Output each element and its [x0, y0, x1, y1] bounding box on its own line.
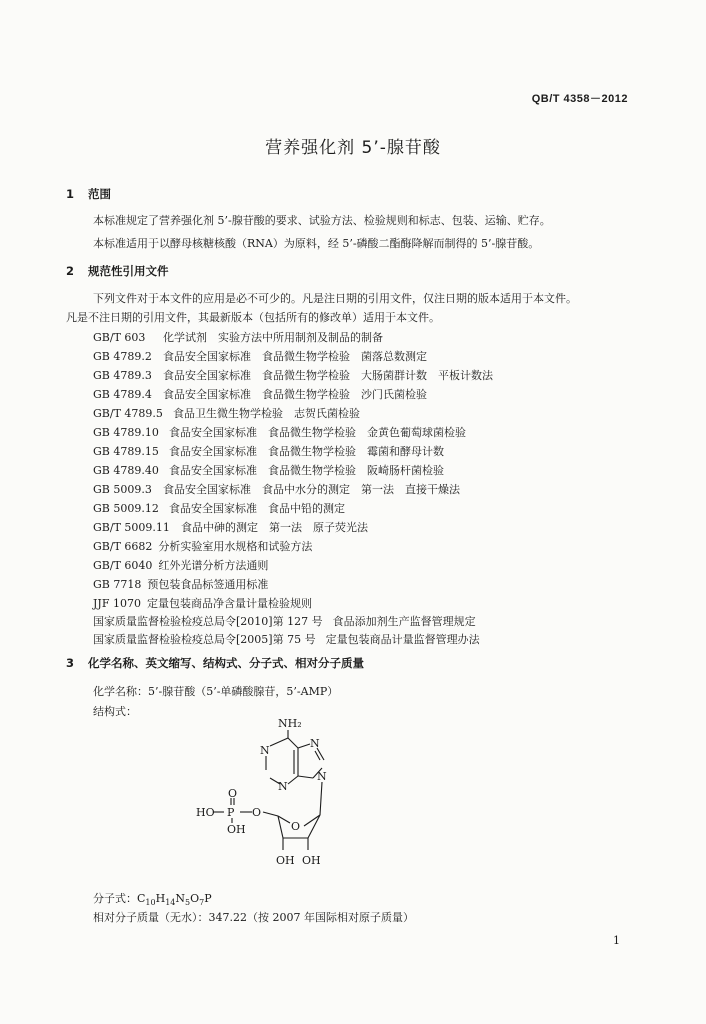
reference-code: 国家质量监督检验检疫总局令[2005]第 75 号 — [93, 633, 316, 646]
reference-title: 食品安全国家标准 食品微生物学检验 金黄色葡萄球菌检验 — [169, 426, 466, 439]
list-item — [93, 556, 493, 575]
list-item — [93, 480, 493, 499]
atom-label: OH — [276, 854, 295, 867]
document-title: 营养强化剂 5’-腺苷酸 — [265, 138, 441, 158]
reference-title: 预包装食品标签通用标准 — [147, 578, 269, 591]
reference-title: 食品添加剂生产监督管理规定 — [332, 615, 476, 628]
list-item — [93, 537, 493, 556]
reference-title: 红外光谱分析方法通则 — [158, 559, 269, 572]
reference-title: 定量包装商品计量监督管理办法 — [325, 633, 480, 646]
list-item — [93, 499, 493, 518]
list-item — [93, 366, 493, 385]
reference-title: 食品卫生微生物学检验 志贺氏菌检验 — [173, 407, 360, 420]
reference-title: 化学试剂 实验方法中所用制剂及制品的制备 — [163, 331, 383, 344]
structural-formula — [188, 710, 368, 870]
molecular-formula: $C_{10}H_{14}N_5O_7P$ — [137, 892, 212, 908]
reference-code: 国家质量监督检验检疫总局令[2010]第 127 号 — [93, 615, 323, 628]
reference-code: GB 4789.15 — [93, 445, 159, 458]
atom-label: N — [317, 770, 327, 783]
reference-code: GB/T 6682 — [93, 540, 153, 553]
atom-label: OH — [302, 854, 321, 867]
reference-title: 食品中砷的测定 第一法 原子荧光法 — [181, 521, 368, 534]
section-1-heading — [66, 186, 111, 202]
chemical-name: 化学名称：5’-腺苷酸（5’-单磷酸腺苷，5’-AMP） — [93, 685, 339, 698]
atom-label: HO — [196, 806, 215, 819]
reference-title: 食品安全国家标准 食品微生物学检验 菌落总数测定 — [163, 350, 427, 363]
atom-label: N — [260, 744, 270, 757]
list-item — [93, 328, 493, 347]
reference-code: GB 4789.40 — [93, 464, 159, 477]
section-3-heading — [66, 655, 364, 671]
atom-label: O — [291, 820, 301, 833]
reference-code: GB/T 4789.5 — [93, 407, 163, 420]
molecule-atoms — [196, 717, 327, 867]
structure-label: 结构式： — [93, 705, 137, 718]
list-item — [93, 404, 493, 423]
list-item — [93, 461, 493, 480]
list-item — [93, 385, 493, 404]
scope-paragraph-1: 本标准规定了营养强化剂 5’-腺苷酸的要求、试验方法、检验规则和标志、包装、运输、贮存。 — [93, 214, 551, 227]
reference-code: GB 4789.4 — [93, 388, 152, 401]
atom-label: NH₂ — [278, 717, 302, 730]
list-item — [93, 631, 493, 649]
atom-label: N — [310, 737, 320, 750]
section-number: 2 — [66, 264, 75, 278]
reference-title: 食品安全国家标准 食品中铅的测定 — [169, 502, 345, 515]
reference-list — [93, 328, 493, 649]
relative-molecular-mass: 相对分子质量（无水）：347.22（按 2007 年国际相对原子质量） — [93, 911, 414, 924]
reference-code: GB/T 603 — [93, 331, 146, 344]
reference-code: GB 4789.10 — [93, 426, 159, 439]
reference-title: 食品安全国家标准 食品微生物学检验 阪崎肠杆菌检验 — [169, 464, 444, 477]
section-number: 3 — [66, 656, 75, 670]
list-item — [93, 442, 493, 461]
standard-code: QB/T 4358－2012 — [531, 93, 628, 105]
reference-title: 分析实验室用水规格和试验方法 — [158, 540, 313, 553]
atom-label: OH — [227, 823, 246, 836]
references-intro-line-1: 下列文件对于本文件的应用是必不可少的。凡是注日期的引用文件，仅注日期的版本适用于本文件。 — [93, 292, 577, 305]
reference-code: GB 5009.12 — [93, 502, 159, 515]
reference-code: GB 7718 — [93, 578, 142, 591]
reference-code: GB 4789.3 — [93, 369, 152, 382]
reference-title: 食品安全国家标准 食品微生物学检验 大肠菌群计数 平板计数法 — [163, 369, 493, 382]
reference-title: 食品安全国家标准 食品微生物学检验 霉菌和酵母计数 — [169, 445, 444, 458]
page-number: 1 — [613, 934, 620, 947]
molecular-formula-line — [93, 890, 212, 907]
atom-label: O — [228, 787, 238, 800]
formula-label: 分子式： — [93, 892, 137, 905]
reference-code: JJF 1070 — [93, 597, 141, 610]
reference-title: 食品安全国家标准 食品中水分的测定 第一法 直接干燥法 — [163, 483, 460, 496]
section-title: 规范性引用文件 — [88, 264, 169, 278]
section-title: 化学名称、英文缩写、结构式、分子式、相对分子质量 — [88, 656, 364, 670]
atom-label: P — [227, 806, 235, 819]
reference-title: 食品安全国家标准 食品微生物学检验 沙门氏菌检验 — [163, 388, 427, 401]
list-item — [93, 347, 493, 366]
reference-code: GB 5009.3 — [93, 483, 152, 496]
atom-label: N — [278, 780, 288, 793]
section-title: 范围 — [88, 187, 111, 201]
reference-code: GB 4789.2 — [93, 350, 152, 363]
list-item — [93, 613, 493, 631]
list-item — [93, 423, 493, 442]
reference-code: GB/T 6040 — [93, 559, 153, 572]
atom-label: O — [252, 806, 262, 819]
list-item — [93, 594, 493, 613]
list-item — [93, 575, 493, 594]
scope-paragraph-2: 本标准适用于以酵母核糖核酸（RNA）为原料，经 5’-磷酸二酯酶降解而制得的 5’-腺苷酸。 — [93, 237, 540, 250]
references-intro-line-2: 凡是不注日期的引用文件，其最新版本（包括所有的修改单）适用于本文件。 — [66, 311, 440, 324]
section-number: 1 — [66, 187, 75, 201]
reference-code: GB/T 5009.11 — [93, 521, 170, 534]
section-2-heading — [66, 263, 169, 279]
list-item — [93, 518, 493, 537]
reference-title: 定量包装商品净含量计量检验规则 — [146, 597, 312, 610]
